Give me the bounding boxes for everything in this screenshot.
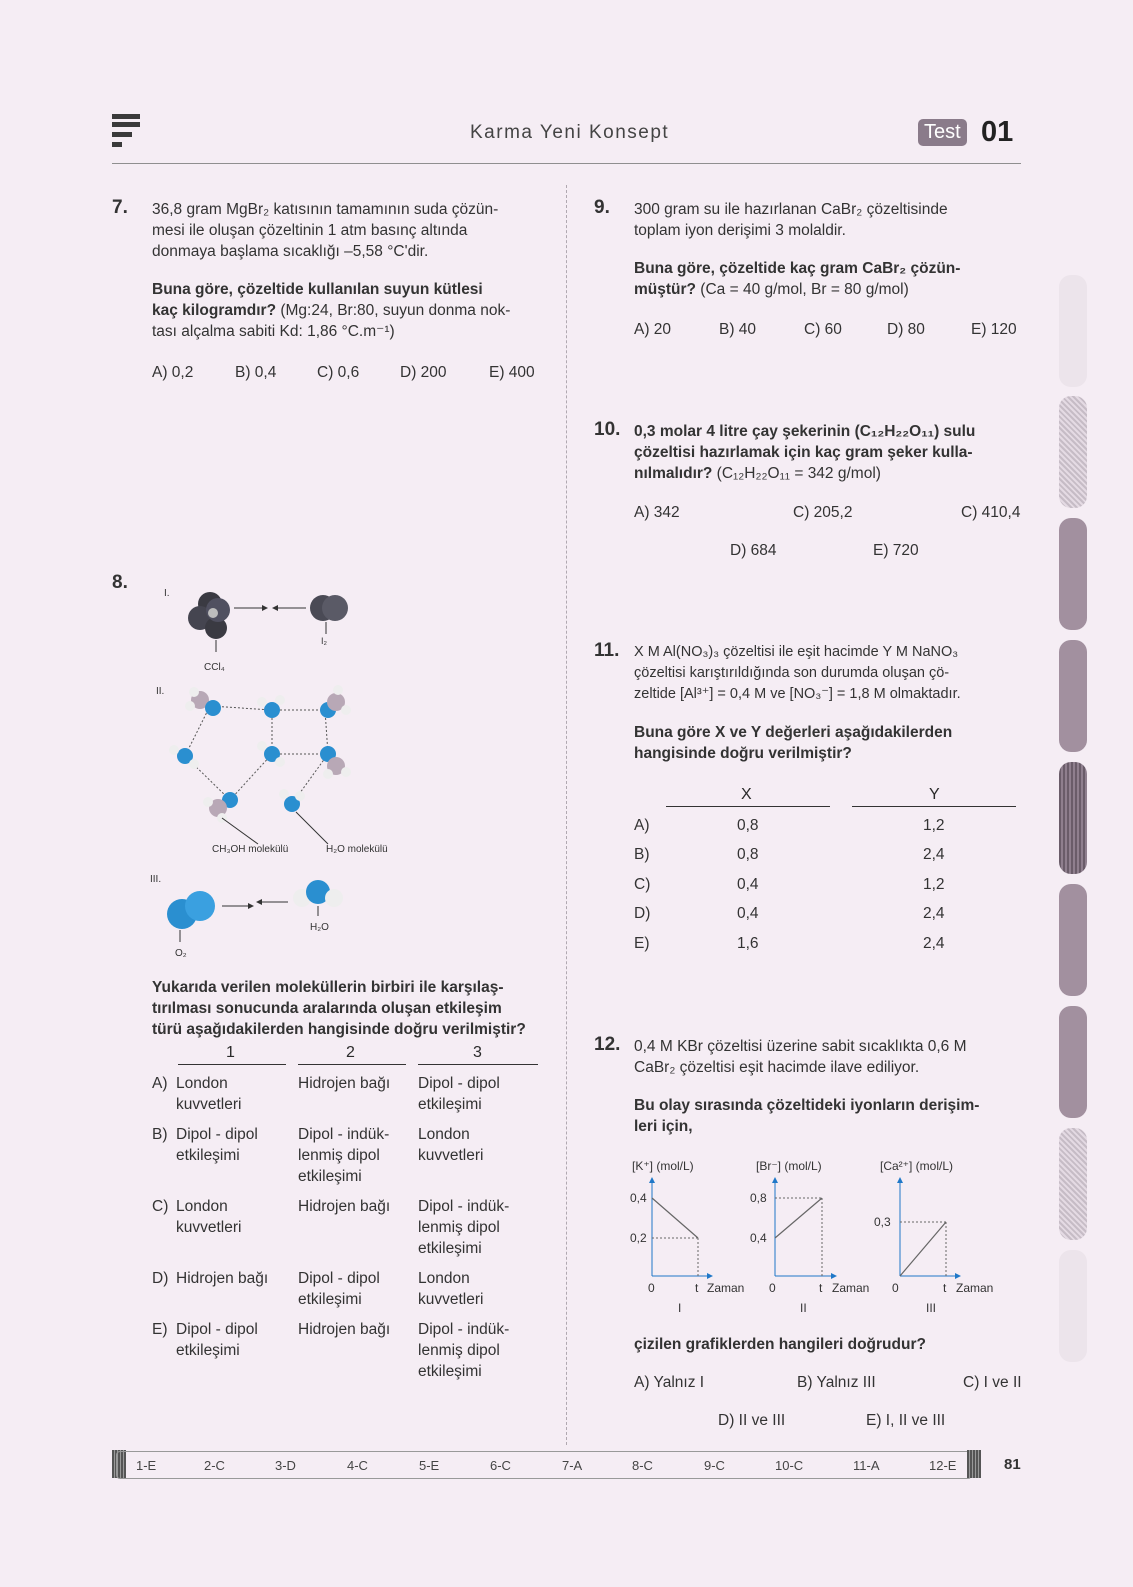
graph-ii-xlabel: Zaman (832, 1281, 870, 1295)
h2o-label: H₂O (310, 922, 329, 933)
q8-col-header-3: 3 (473, 1044, 482, 1061)
logo-mark-bar-1 (112, 114, 140, 119)
side-tab-9 (1059, 1250, 1087, 1362)
question-7-line: mesi ile oluşan çözeltinin 1 atm basınç altında (152, 222, 468, 239)
graph-iii-roman: III (926, 1301, 937, 1315)
question-9-prompt-line (634, 279, 1020, 300)
answer-bar-right-cap (967, 1450, 981, 1478)
graph-i (630, 1159, 744, 1315)
q8-col-rule-2 (298, 1064, 406, 1065)
question-12-option-e[interactable]: E) I, II ve III (866, 1412, 946, 1429)
part-i-label: I. (164, 588, 170, 599)
answer-key-item: 5-E (419, 1458, 440, 1473)
q8-row-d-col2: Dipol - dipol etkileşimi (298, 1270, 380, 1308)
graph-iii-ylabel: [Ca²⁺] (mol/L) (880, 1159, 954, 1173)
side-tab-4 (1059, 640, 1087, 752)
q8-row-a-col3: Dipol - dipol etkileşimi (418, 1075, 500, 1113)
side-tab-1 (1059, 275, 1087, 387)
side-tab-6 (1059, 884, 1087, 996)
question-12 (634, 1036, 1020, 1137)
ch3oh-molecule-icon (320, 746, 351, 779)
side-tab-7 (1059, 1006, 1087, 1118)
q8-row-a-col2: Hidrojen bağı (298, 1075, 391, 1092)
side-tab-8 (1059, 1128, 1087, 1240)
question-7-prompt-line (152, 300, 538, 321)
q11-row-b-label[interactable]: B) (634, 846, 650, 863)
graph-i-xlabel: Zaman (707, 1281, 745, 1295)
q8-row-c-col2: Hidrojen bağı (298, 1198, 391, 1215)
graph-i-roman: I (678, 1301, 682, 1315)
q8-row-a-col1: London kuvvetleri (176, 1075, 242, 1113)
side-tab-2 (1059, 396, 1087, 508)
question-12-option-b[interactable]: B) Yalnız III (797, 1374, 876, 1391)
o2-label: O₂ (175, 948, 187, 959)
answer-key-bar (116, 1451, 972, 1479)
question-11-line: zeltide [Al³⁺] = 0,4 M ve [NO₃⁻] = 1,8 M olmaktadır. (634, 686, 961, 702)
h2o-molecule-icon (293, 880, 343, 907)
ch3oh-label: CH₃OH molekülü (212, 844, 289, 855)
side-tab-3 (1059, 518, 1087, 630)
h2o-molecule-icon (279, 789, 305, 812)
question-10-prompt-line: 0,3 molar 4 litre çay şekerinin (C₁₂H₂₂O₁₁) sulu (634, 423, 976, 440)
question-12-number: 12. (594, 1034, 621, 1055)
q8-row-e-col3: Dipol - indük- lenmiş dipol etkileşimi (418, 1321, 510, 1380)
question-12-option-d[interactable]: D) II ve III (718, 1412, 786, 1429)
question-8-prompt-line: tırılması sonucunda aralarında oluşan etkileşim (152, 1000, 502, 1017)
graph-iii-t: t (943, 1281, 947, 1295)
question-12-final-prompt: çizilen grafiklerden hangileri doğrudur? (634, 1336, 926, 1353)
q11-row-d-y: 2,4 (923, 905, 945, 922)
graph-ii-origin: 0 (769, 1281, 776, 1295)
logo-mark-bar-3 (112, 132, 132, 137)
ccl4-molecule-icon (188, 592, 230, 639)
question-10-option-a[interactable]: A) 342 (634, 504, 680, 521)
q8-col-rule-1 (178, 1064, 286, 1065)
q11-row-b-x: 0,8 (737, 846, 759, 863)
q8-row-e-label[interactable]: E) (152, 1321, 168, 1338)
q11-col-y-rule (852, 806, 1016, 807)
answer-key-item: 4-C (347, 1458, 368, 1473)
question-9-option-e[interactable]: E) 120 (971, 321, 1017, 338)
question-10-prompt-constants: (C₁₂H₂₂O₁₁ = 342 g/mol) (712, 465, 881, 482)
question-12-option-a[interactable]: A) Yalnız I (634, 1374, 705, 1391)
question-11-prompt: Buna göre X ve Y değerleri aşağıdakilerden (634, 724, 953, 741)
answer-key-item: 2-C (204, 1458, 225, 1473)
column-divider (566, 185, 567, 1445)
o2-molecule-icon (167, 891, 215, 929)
i2-label: I₂ (321, 636, 327, 646)
question-7-option-b[interactable]: B) 0,4 (235, 364, 277, 381)
q8-col-header-2: 2 (346, 1044, 355, 1061)
ccl4-label: CCl₄ (204, 662, 225, 673)
h2o-molecule-icon (169, 745, 199, 769)
question-8-number: 8. (112, 572, 128, 593)
question-8-prompt (152, 977, 538, 1040)
question-7-prompt-bold: kaç kilogramdır? (152, 302, 277, 319)
question-9-number: 9. (594, 197, 610, 218)
graph-i-t: t (695, 1281, 699, 1295)
q11-row-b-y: 2,4 (923, 846, 945, 863)
q11-row-d-x: 0,4 (737, 905, 759, 922)
question-7-line: 36,8 gram MgBr₂ katısının tamamının suda çözün- (152, 201, 499, 218)
question-7-option-e[interactable]: E) 400 (489, 364, 535, 381)
header-divider (112, 163, 1021, 164)
graph-iii-xlabel: Zaman (956, 1281, 994, 1295)
answer-key-item: 12-E (929, 1458, 957, 1473)
question-9 (634, 199, 1020, 300)
q8-row-b-label[interactable]: B) (152, 1126, 168, 1143)
question-10-prompt-line: çözeltisi hazırlamak için kaç gram şeker kulla- (634, 444, 973, 461)
graph-ii-roman: II (800, 1301, 807, 1315)
q8-col-header-1: 1 (226, 1044, 235, 1061)
concentration-graphs (630, 1152, 1020, 1320)
question-10-prompt-line (634, 463, 1020, 484)
i2-molecule-icon (310, 595, 348, 621)
logo-mark-bar-2 (112, 122, 140, 127)
test-number: 01 (981, 116, 1014, 148)
q11-row-c-y: 1,2 (923, 876, 945, 893)
question-9-option-b[interactable]: B) 40 (719, 321, 757, 338)
question-8-prompt-line: Yukarıda verilen moleküllerin birbiri ile karşılaş- (152, 979, 504, 996)
question-11-number: 11. (594, 640, 620, 661)
question-10 (634, 421, 1020, 484)
q11-row-e-label[interactable]: E) (634, 935, 650, 952)
graph-ii-tick-04: 0,4 (750, 1231, 767, 1245)
part-iii-label: III. (150, 874, 162, 885)
question-11-line: X M Al(NO₃)₃ çözeltisi ile eşit hacimde Y M NaNO₃ (634, 644, 959, 660)
question-7-option-c[interactable]: C) 0,6 (317, 364, 360, 381)
answer-key-item: 8-C (632, 1458, 653, 1473)
q8-row-c-col1: London kuvvetleri (176, 1198, 242, 1236)
question-10-option-d[interactable]: D) 684 (730, 542, 777, 559)
q8-row-d-col1: Hidrojen bağı (176, 1270, 269, 1287)
q8-row-b-col3: London kuvvetleri (418, 1126, 484, 1164)
answer-key-item: 6-C (490, 1458, 511, 1473)
graph-i-origin: 0 (648, 1281, 655, 1295)
graph-iii-origin: 0 (892, 1281, 899, 1295)
question-10-prompt-bold: nılmalıdır? (634, 465, 713, 482)
question-11-prompt: hangisinde doğru verilmiştir? (634, 745, 852, 762)
molecule-illustration (150, 582, 400, 972)
question-10-number: 10. (594, 419, 621, 440)
q8-row-b-col2: Dipol - indük- lenmiş dipol etkileşimi (298, 1126, 390, 1185)
question-7-line: donmaya başlama sıcaklığı –5,58 °C'dir. (152, 243, 429, 260)
question-9-option-a[interactable]: A) 20 (634, 321, 672, 338)
graph-ii-ylabel: [Br⁻] (mol/L) (756, 1159, 822, 1173)
graph-ii (750, 1159, 869, 1315)
answer-key-item: 11-A (853, 1458, 880, 1473)
question-9-option-d[interactable]: D) 80 (887, 321, 925, 338)
question-10-option-e[interactable]: E) 720 (873, 542, 919, 559)
q11-row-d-label[interactable]: D) (634, 905, 651, 922)
question-12-prompt: Bu olay sırasında çözeltideki iyonların derişim- (634, 1097, 980, 1114)
answer-key-item: 3-D (275, 1458, 296, 1473)
q11-row-e-x: 1,6 (737, 935, 759, 952)
q11-col-y-header: Y (929, 786, 940, 803)
side-tab-5-active (1059, 762, 1087, 874)
q11-row-a-x: 0,8 (737, 817, 759, 834)
question-7-option-a[interactable]: A) 0,2 (152, 364, 194, 381)
question-12-option-c[interactable]: C) I ve II (963, 1374, 1022, 1391)
q11-row-c-x: 0,4 (737, 876, 759, 893)
answer-key-item: 9-C (704, 1458, 725, 1473)
hydrogen-bond-network-icon (185, 706, 328, 804)
answer-key-item: 10-C (775, 1458, 804, 1473)
question-12-line: CaBr₂ çözeltisi eşit hacimde ilave ediliyor. (634, 1059, 920, 1076)
q8-row-e-col1: Dipol - dipol etkileşimi (176, 1321, 258, 1359)
answer-key-item: 7-A (562, 1458, 583, 1473)
q11-row-c-label[interactable]: C) (634, 876, 651, 893)
graph-iii-tick-03: 0,3 (874, 1215, 891, 1229)
q11-col-x-rule (666, 806, 830, 807)
graph-i-tick-02: 0,2 (630, 1231, 647, 1245)
question-7-prompt-constants: (Mg:24, Br:80, suyun donma nok- (276, 302, 511, 319)
ch3oh-molecule-icon (185, 687, 221, 716)
part-ii-label: II. (156, 686, 165, 697)
question-7-option-d[interactable]: D) 200 (400, 364, 447, 381)
q8-row-d-label[interactable]: D) (152, 1270, 169, 1287)
question-10-option-c[interactable]: C) 410,4 (961, 504, 1021, 521)
q8-row-c-label[interactable]: C) (152, 1198, 169, 1215)
question-11-line: çözeltisi karıştırıldığında son durumda oluşan çö- (634, 665, 950, 681)
question-7-number: 7. (112, 197, 128, 218)
question-11 (634, 642, 1020, 764)
question-9-line: 300 gram su ile hazırlanan CaBr₂ çözeltisinde (634, 201, 948, 218)
q8-row-d-col3: London kuvvetleri (418, 1270, 484, 1308)
question-9-line: toplam iyon derişimi 3 molaldir. (634, 222, 846, 239)
q8-row-c-col3: Dipol - indük- lenmiş dipol etkileşimi (418, 1198, 510, 1257)
graph-i-ylabel: [K⁺] (mol/L) (632, 1159, 694, 1173)
q8-row-a-label[interactable]: A) (152, 1075, 168, 1092)
graph-i-tick-04: 0,4 (630, 1191, 647, 1205)
question-9-option-c[interactable]: C) 60 (804, 321, 842, 338)
question-9-prompt-bold: müştür? (634, 281, 696, 298)
graph-ii-t: t (819, 1281, 823, 1295)
question-9-prompt-constants: (Ca = 40 g/mol, Br = 80 g/mol) (696, 281, 909, 298)
q8-row-e-col2: Hidrojen bağı (298, 1321, 391, 1338)
h2o-molecule-label: H₂O molekülü (326, 844, 388, 855)
question-7-prompt: Buna göre, çözeltide kullanılan suyun kütlesi (152, 281, 483, 298)
question-7 (152, 199, 538, 342)
header-title: Karma Yeni Konsept (470, 122, 670, 143)
question-10-option-b[interactable]: C) 205,2 (793, 504, 853, 521)
answer-key-item: 1-E (136, 1458, 157, 1473)
question-9-prompt: Buna göre, çözeltide kaç gram CaBr₂ çözün- (634, 260, 961, 277)
logo-mark-bar-4 (112, 142, 122, 147)
question-12-prompt: leri için, (634, 1118, 693, 1135)
graph-iii (874, 1159, 993, 1315)
ch3oh-molecule-icon (203, 792, 238, 823)
h2o-molecule-icon (257, 695, 285, 718)
question-12-line: 0,4 M KBr çözeltisi üzerine sabit sıcaklıkta 0,6 M (634, 1038, 967, 1055)
graph-ii-tick-08: 0,8 (750, 1191, 767, 1205)
q8-col-rule-3 (418, 1064, 538, 1065)
q11-row-a-label[interactable]: A) (634, 817, 650, 834)
page-number: 81 (1004, 1456, 1021, 1473)
q11-row-e-y: 2,4 (923, 935, 945, 952)
ch3oh-molecule-icon (320, 685, 351, 718)
test-badge: Test (918, 119, 967, 146)
question-8-prompt-line: türü aşağıdakilerden hangisinde doğru verilmiştir? (152, 1021, 526, 1038)
q11-col-x-header: X (741, 786, 752, 803)
q8-row-b-col1: Dipol - dipol etkileşimi (176, 1126, 258, 1164)
q11-row-a-y: 1,2 (923, 817, 945, 834)
question-7-line: tası alçalma sabiti Kd: 1,86 °C.m⁻¹) (152, 323, 395, 340)
